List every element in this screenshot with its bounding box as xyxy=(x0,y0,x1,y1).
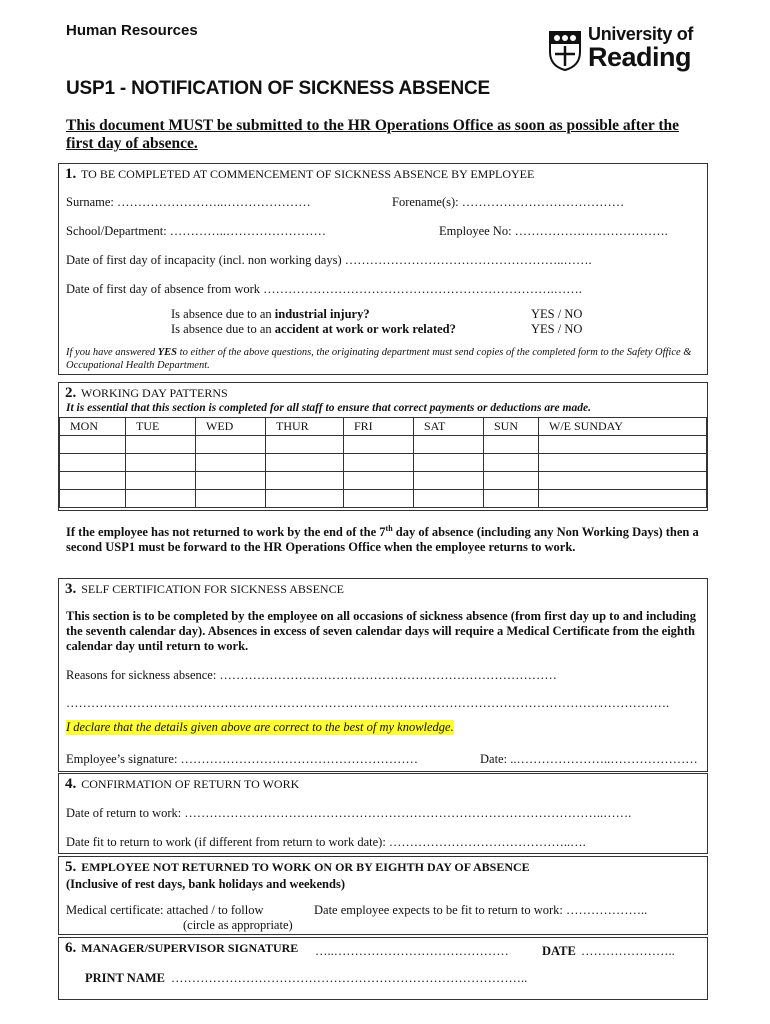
table-row xyxy=(60,454,707,472)
logo-text-top: University of xyxy=(588,24,694,44)
day-header: WED xyxy=(196,418,266,436)
reasons-field[interactable]: Reasons for sickness absence: ……………………………………………………………………… xyxy=(66,668,557,682)
employee-number-field[interactable]: Employee No: ………………………………. xyxy=(439,224,668,238)
employee-signature-field[interactable]: Employee’s signature: ………………………………………………… xyxy=(66,752,419,766)
industrial-injury-answer[interactable]: YES / NO xyxy=(531,307,583,321)
manager-date-field[interactable]: ………………….. xyxy=(581,944,675,958)
industrial-injury-question: Is absence due to an industrial injury? xyxy=(171,307,370,321)
section-2-heading: 2. WORKING DAY PATTERNS xyxy=(65,385,228,401)
day-header: TUE xyxy=(126,418,196,436)
seventh-day-notice: If the employee has not returned to work by the end of the 7th day of absence (including any Non Working Days) then a second USP1 must be forward to the HR Operations Office when the employee returns to work. xyxy=(66,524,699,555)
day-header: FRI xyxy=(344,418,414,436)
forenames-field[interactable]: Forename(s): ………………………………… xyxy=(392,195,625,209)
print-name-field[interactable]: ………………………………………………………………………….. xyxy=(171,971,528,985)
manager-date-label: DATE xyxy=(542,944,576,958)
first-incapacity-date-field[interactable]: Date of first day of incapacity (incl. non working days) ……………………………………………..……. xyxy=(66,253,592,267)
day-header: THUR xyxy=(266,418,344,436)
working-pattern-note: It is essential that this section is completed for all staff to ensure that correct payments or deductions are made. xyxy=(66,402,591,414)
section-1-heading: 1. TO BE COMPLETED AT COMMENCEMENT OF SICKNESS ABSENCE BY EMPLOYEE xyxy=(65,166,535,182)
table-row xyxy=(60,490,707,508)
surname-field[interactable]: Surname: ……………………..………………… xyxy=(66,195,311,209)
section-4-heading: 4. CONFIRMATION OF RETURN TO WORK xyxy=(65,776,300,792)
reasons-field-line-2[interactable]: ………………………………………………………………………………………………………………………………. xyxy=(66,696,670,710)
medical-certificate-field[interactable]: Medical certificate: attached / to follow xyxy=(66,903,264,917)
declaration-text: I declare that the details given above are correct to the best of my knowledge. xyxy=(66,720,454,734)
day-header: SAT xyxy=(414,418,484,436)
page-title: USP1 - NOTIFICATION OF SICKNESS ABSENCE xyxy=(66,78,490,99)
day-header: SUN xyxy=(484,418,539,436)
expected-fit-date-field[interactable]: Date employee expects to be fit to return to work: ……………….. xyxy=(314,903,648,917)
fit-return-date-field[interactable]: Date fit to return to work (if different from return to work date): ……………………………………..…. xyxy=(66,835,586,849)
department-label: Human Resources xyxy=(66,22,198,39)
section-6-heading: 6. MANAGER/SUPERVISOR SIGNATURE xyxy=(65,940,299,956)
table-row xyxy=(60,436,707,454)
signature-date-field[interactable]: Date: ..…………………..………………… xyxy=(480,752,698,766)
university-logo xyxy=(548,30,582,76)
section-5-subheading: (Inclusive of rest days, bank holidays and weekends) xyxy=(66,877,345,891)
table-row xyxy=(60,472,707,490)
section-5-heading: 5. EMPLOYEE NOT RETURNED TO WORK ON OR BY EIGHTH DAY OF ABSENCE xyxy=(65,859,530,875)
section-6 xyxy=(58,937,708,1000)
logo-text-bottom: Reading xyxy=(588,42,692,72)
first-absence-date-field[interactable]: Date of first day of absence from work …………………………………………………………….……. xyxy=(66,282,582,296)
day-header: MON xyxy=(60,418,126,436)
accident-question: Is absence due to an accident at work or work related? xyxy=(171,322,456,336)
section-5 xyxy=(58,856,708,935)
section-1 xyxy=(58,163,708,375)
accident-answer[interactable]: YES / NO xyxy=(531,322,583,336)
manager-signature-field[interactable]: …..…………………………………… xyxy=(315,944,509,958)
circle-instruction: (circle as appropriate) xyxy=(183,918,293,932)
section-3 xyxy=(58,578,708,772)
safety-office-note: If you have answered YES to either of the above questions, the originating department must send copies of the completed form to the Safety Office & Occupational Health Department. xyxy=(66,347,692,371)
day-header: W/E SUNDAY xyxy=(539,418,707,436)
self-cert-intro: This section is to be completed by the employee on all occasions of sickness absence (from first day up to and including the seventh calendar day). Absences in excess of seven calendar days will require a Medical Certificate from the eighth calendar day until return to work. xyxy=(66,609,696,653)
crest-icon xyxy=(548,30,582,72)
print-name-label: PRINT NAME xyxy=(85,971,165,985)
section-4 xyxy=(58,773,708,854)
school-department-field[interactable]: School/Department: …………..…………………… xyxy=(66,224,327,238)
section-3-heading: 3. SELF CERTIFICATION FOR SICKNESS ABSENCE xyxy=(65,581,344,597)
return-date-field[interactable]: Date of return to work: ………………………………………………………………………………………..……. xyxy=(66,806,632,820)
table-header-row xyxy=(60,418,707,436)
submission-notice: This document MUST be submitted to the HR Operations Office as soon as possible after the first day of absence. xyxy=(66,117,679,152)
working-day-table xyxy=(59,417,707,508)
